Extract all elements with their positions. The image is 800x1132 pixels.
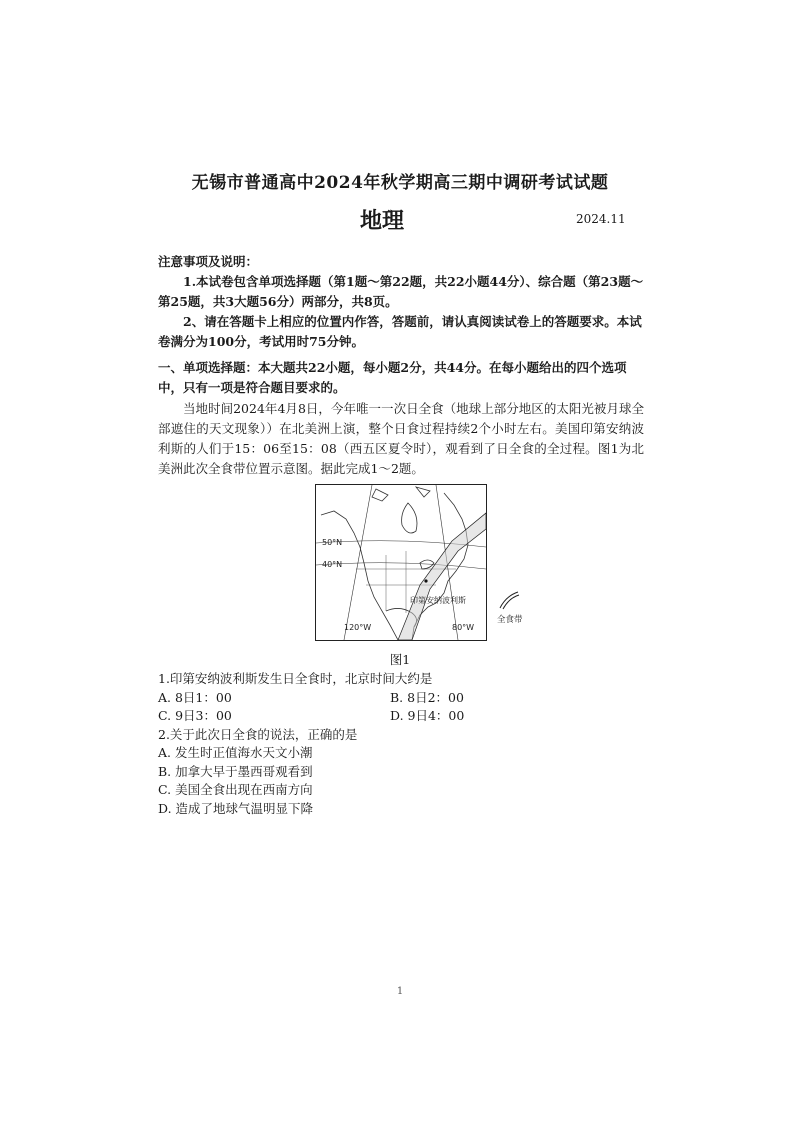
question-1-option-c[interactable]: C. 9日3：00 <box>158 708 232 723</box>
city-marker <box>424 579 427 582</box>
label-lon-80: 80°W <box>452 623 475 632</box>
question-2-option-b[interactable]: B. 加拿大早于墨西哥观看到 <box>158 763 313 779</box>
subject-title: 地理 <box>360 209 405 234</box>
label-lat-50: 50°N <box>322 538 343 547</box>
question-2-option-c[interactable]: C. 美国全食出现在西南方向 <box>158 782 313 797</box>
exam-date: 2024.11 <box>576 212 626 226</box>
question-2-option-d[interactable]: D. 造成了地球气温明显下降 <box>158 800 314 816</box>
section-heading: 一、单项选择题：本大题共22小题，每小题2分，共44分。在每小题给出的四个选项中，只有一项是符合题目要求的。 <box>158 360 627 395</box>
page-number: 1 <box>396 986 404 997</box>
question-1-options-row-2 <box>158 707 644 726</box>
longitude-120-line <box>344 485 372 640</box>
totality-band <box>398 513 486 640</box>
question-intro: 当地时间2024年4月8日，今年唯一一次日全食（地球上部分地区的太阳光被月球全部遮住的天文现象））在北美洲上演，整个日食过程持续2个小时左右。美国印第安纳波利斯的人们于15：06至15：08（西五区夏令时），观看到了日全食的全过程。图1为北美洲此次全食带位置示意图。据此完成1～2题。 <box>158 401 644 476</box>
hudson-bay <box>402 503 417 533</box>
arctic-islands <box>372 487 430 501</box>
label-lon-120: 120°W <box>344 623 372 632</box>
notice-item-1: 1.本试卷包含单项选择题（第1题～第22题，共22小题44分）、综合题（第23题～第25题，共3大题56分）两部分，共8页。 <box>158 274 644 309</box>
legend-label: 全食带 <box>497 615 523 625</box>
coastline-west <box>321 511 398 640</box>
totality-legend-icon <box>498 590 520 610</box>
question-1-option-b[interactable]: B. 8日2：00 <box>390 689 464 705</box>
notice-item-2: 2、请在答题卡上相应的位置内作答，答题前，请认真阅读试卷上的答题要求。本试卷满分为100分，考试用时75分钟。 <box>158 314 642 349</box>
exam-title: 无锡市普通高中2024年秋学期高三期中调研考试试题 <box>191 173 609 193</box>
question-2-stem: 2.关于此次日全食的说法，正确的是 <box>158 726 358 742</box>
question-1-stem: 1.印第安纳波利斯发生日全食时，北京时间大约是 <box>158 671 433 686</box>
notice-block <box>158 252 644 352</box>
notice-heading: 注意事项及说明： <box>158 254 259 269</box>
question-2-option-a[interactable]: A. 发生时正值海水天文小潮 <box>158 745 313 760</box>
question-list <box>158 670 644 818</box>
north-america-map <box>315 484 487 641</box>
question-1-option-a[interactable]: A. 8日1：00 <box>158 689 232 705</box>
question-1-options-row-1 <box>158 689 644 708</box>
question-1-option-d[interactable]: D. 9日4：00 <box>390 708 465 723</box>
figure-caption: 图1 <box>389 652 411 667</box>
label-lat-40: 40°N <box>322 560 343 569</box>
label-city: 印第安纳波利斯 <box>410 596 466 605</box>
